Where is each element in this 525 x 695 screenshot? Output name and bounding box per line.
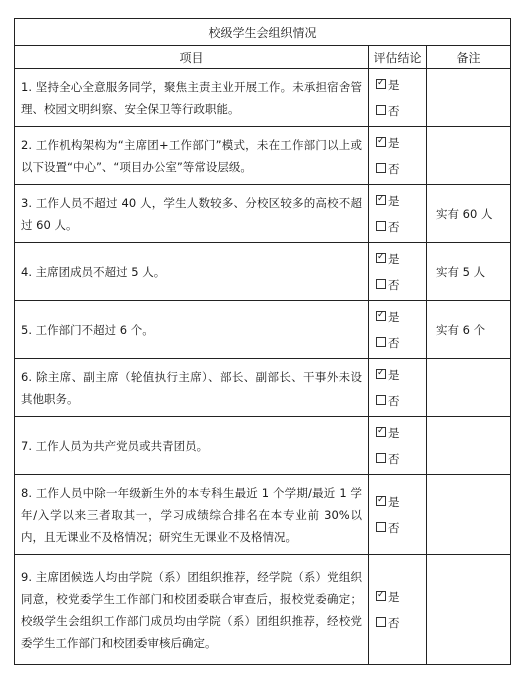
option-yes-label: 是 [388, 367, 400, 382]
option-yes[interactable] [376, 489, 422, 515]
option-yes-label: 是 [388, 77, 400, 92]
table-row [15, 127, 511, 185]
conclusion-cell [369, 127, 427, 185]
checked-box-icon[interactable] [376, 496, 386, 506]
option-no[interactable] [376, 98, 422, 124]
option-no[interactable] [376, 156, 422, 182]
unchecked-box-icon[interactable] [376, 522, 386, 532]
option-yes-label: 是 [388, 193, 400, 208]
item-text: 9. 主席团候选人均由学院（系）团组织推荐，经学院（系）党组织同意，校党委学生工作部门和校团委联合审查后，报校党委确定；校级学生会组织工作部门成员均由学院（系）团组织推荐，经校党委学生工作部门和校团委审核后确定。 [15, 555, 369, 665]
header-item: 项目 [15, 46, 369, 69]
unchecked-box-icon[interactable] [376, 395, 386, 405]
checked-box-icon[interactable] [376, 311, 386, 321]
conclusion-cell [369, 417, 427, 475]
item-text: 8. 工作人员中除一年级新生外的本专科生最近 1 个学期/最近 1 学年/入学以来三者取其一，学习成绩综合排名在本专业前 30%以内，且无课业不及格情况；研究生无课业不及格情况。 [15, 475, 369, 555]
unchecked-box-icon[interactable] [376, 453, 386, 463]
checked-box-icon[interactable] [376, 591, 386, 601]
option-yes[interactable] [376, 188, 422, 214]
option-yes[interactable] [376, 584, 422, 610]
item-text: 4. 主席团成员不超过 5 人。 [15, 243, 369, 301]
note-cell [427, 475, 511, 555]
option-yes-label: 是 [388, 135, 400, 150]
conclusion-cell [369, 475, 427, 555]
table-row [15, 359, 511, 417]
checked-box-icon[interactable] [376, 137, 386, 147]
item-text: 2. 工作机构架构为“主席团+工作部门”模式，未在工作部门以上或以下设置“中心”、“项目办公室”等常设层级。 [15, 127, 369, 185]
header-conclusion: 评估结论 [369, 46, 427, 69]
option-no-label: 否 [388, 219, 400, 234]
header-row [15, 46, 511, 69]
option-no-label: 否 [388, 451, 400, 466]
unchecked-box-icon[interactable] [376, 105, 386, 115]
checked-box-icon[interactable] [376, 253, 386, 263]
option-yes[interactable] [376, 130, 422, 156]
option-yes[interactable] [376, 304, 422, 330]
unchecked-box-icon[interactable] [376, 221, 386, 231]
option-no-label: 否 [388, 520, 400, 535]
option-no-label: 否 [388, 103, 400, 118]
option-yes[interactable] [376, 362, 422, 388]
option-yes[interactable] [376, 246, 422, 272]
note-cell [427, 69, 511, 127]
item-text: 3. 工作人员不超过 40 人，学生人数较多、分校区较多的高校不超过 60 人。 [15, 185, 369, 243]
option-no[interactable] [376, 446, 422, 472]
item-text: 6. 除主席、副主席（轮值执行主席）、部长、副部长、干事外未设其他职务。 [15, 359, 369, 417]
checked-box-icon[interactable] [376, 369, 386, 379]
option-yes-label: 是 [388, 309, 400, 324]
table-row [15, 417, 511, 475]
option-no[interactable] [376, 214, 422, 240]
checked-box-icon[interactable] [376, 195, 386, 205]
note-cell [427, 359, 511, 417]
checked-box-icon[interactable] [376, 79, 386, 89]
item-text: 5. 工作部门不超过 6 个。 [15, 301, 369, 359]
unchecked-box-icon[interactable] [376, 337, 386, 347]
table-row [15, 301, 511, 359]
option-no-label: 否 [388, 161, 400, 176]
option-no[interactable] [376, 388, 422, 414]
conclusion-cell [369, 555, 427, 665]
checked-box-icon[interactable] [376, 427, 386, 437]
unchecked-box-icon[interactable] [376, 163, 386, 173]
evaluation-table [14, 18, 511, 665]
item-text: 1. 坚持全心全意服务同学，聚焦主责主业开展工作。未承担宿舍管理、校园文明纠察、安全保卫等行政职能。 [15, 69, 369, 127]
option-no-label: 否 [388, 335, 400, 350]
option-yes-label: 是 [388, 589, 400, 604]
note-cell [427, 417, 511, 475]
note-cell [427, 127, 511, 185]
evaluation-sheet [14, 18, 510, 665]
note-cell: 实有 6 个 [427, 301, 511, 359]
conclusion-cell [369, 359, 427, 417]
conclusion-cell [369, 69, 427, 127]
table-row [15, 243, 511, 301]
note-cell [427, 555, 511, 665]
conclusion-cell [369, 185, 427, 243]
option-no[interactable] [376, 515, 422, 541]
option-no-label: 否 [388, 615, 400, 630]
note-cell: 实有 60 人 [427, 185, 511, 243]
option-no[interactable] [376, 330, 422, 356]
conclusion-cell [369, 243, 427, 301]
option-yes[interactable] [376, 420, 422, 446]
title-row [15, 19, 511, 46]
table-row [15, 475, 511, 555]
conclusion-cell [369, 301, 427, 359]
unchecked-box-icon[interactable] [376, 617, 386, 627]
option-no-label: 否 [388, 393, 400, 408]
table-row [15, 555, 511, 665]
option-yes-label: 是 [388, 494, 400, 509]
option-yes[interactable] [376, 72, 422, 98]
option-yes-label: 是 [388, 251, 400, 266]
item-text: 7. 工作人员为共产党员或共青团员。 [15, 417, 369, 475]
header-notes: 备注 [427, 46, 511, 69]
unchecked-box-icon[interactable] [376, 279, 386, 289]
option-yes-label: 是 [388, 425, 400, 440]
table-row [15, 185, 511, 243]
note-cell: 实有 5 人 [427, 243, 511, 301]
table-title: 校级学生会组织情况 [15, 19, 511, 46]
option-no[interactable] [376, 610, 422, 636]
table-row [15, 69, 511, 127]
option-no[interactable] [376, 272, 422, 298]
option-no-label: 否 [388, 277, 400, 292]
